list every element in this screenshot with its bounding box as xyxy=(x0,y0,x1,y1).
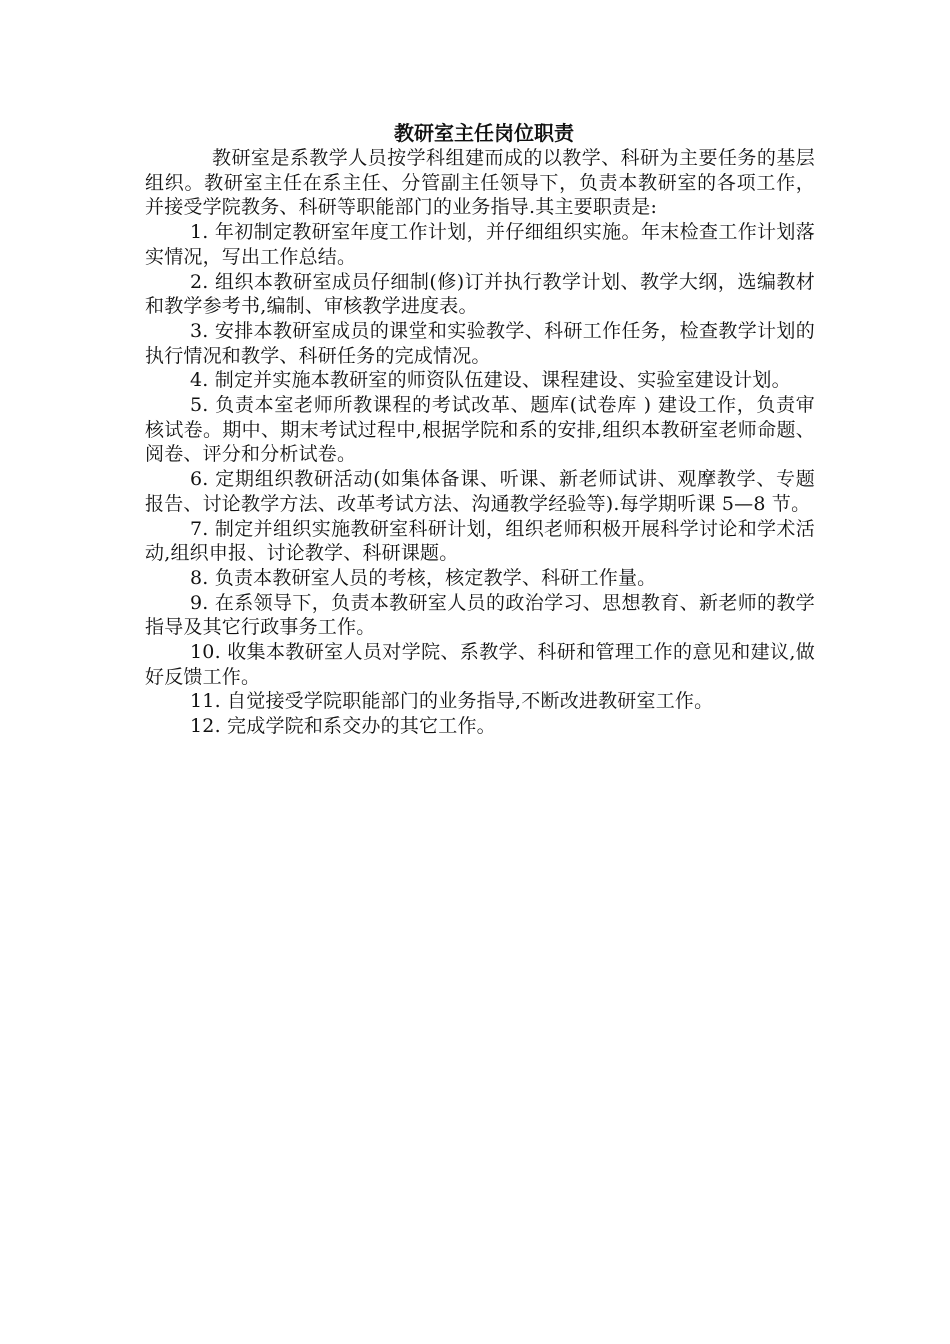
intro-paragraph: 教研室是系教学人员按学科组建而成的以教学、科研为主要任务的基层组织。教研室主任在系主任、分管副主任领导下，负责本教研室的各项工作，并接受学院教务、科研等职能部门的业务指导.其主要职责是: xyxy=(145,147,815,219)
duty-item-11: 11. 自觉接受学院职能部门的业务指导,不断改进教研室工作。 xyxy=(190,690,714,713)
duty-item-4: 4. 制定并实施本教研室的师资队伍建设、课程建设、实验室建设计划。 xyxy=(190,369,791,392)
duty-item-7: 7. 制定并组织实施教研室科研计划，组织老师积极开展科学讨论和学术活动,组织申报、讨论教学、科研课题。 xyxy=(145,517,815,565)
duty-item-8: 8. 负责本教研室人员的考核，核定教学、科研工作量。 xyxy=(190,566,657,589)
duty-item-10: 10. 收集本教研室人员对学院、系教学、科研和管理工作的意见和建议,做好反馈工作。 xyxy=(145,641,815,688)
document-title: 教研室主任岗位职责 xyxy=(394,121,574,145)
duty-item-3: 3. 安排本教研室成员的课堂和实验教学、科研工作任务，检查教学计划的执行情况和教学、科研任务的完成情况。 xyxy=(145,319,815,367)
duty-item-1: 1. 年初制定教研室年度工作计划，并仔细组织实施。年末检查工作计划落实情况，写出工作总结。 xyxy=(145,221,815,268)
duty-item-2: 2. 组织本教研室成员仔细制(修)订并执行教学计划、教学大纲，选编教材和教学参考书,编制、审核教学进度表。 xyxy=(145,270,815,318)
duty-item-12: 12. 完成学院和系交办的其它工作。 xyxy=(190,715,496,738)
duty-item-5: 5. 负责本室老师所教课程的考试改革、题库(试卷库 ) 建设工作，负责审核试卷。期中、期末考试过程中,根据学院和系的安排,组织本教研室老师命题、阅卷、评分和分析试卷。 xyxy=(145,394,815,466)
document-body xyxy=(145,120,815,739)
duty-item-9: 9. 在系领导下，负责本教研室人员的政治学习、思想教育、新老师的教学指导及其它行政事务工作。 xyxy=(145,591,815,639)
duty-item-6: 6. 定期组织教研活动(如集体备课、听课、新老师试讲、观摩教学、专题报告、讨论教学方法、改革考试方法、沟通教学经验等).每学期听课 5—8 节。 xyxy=(145,468,815,515)
